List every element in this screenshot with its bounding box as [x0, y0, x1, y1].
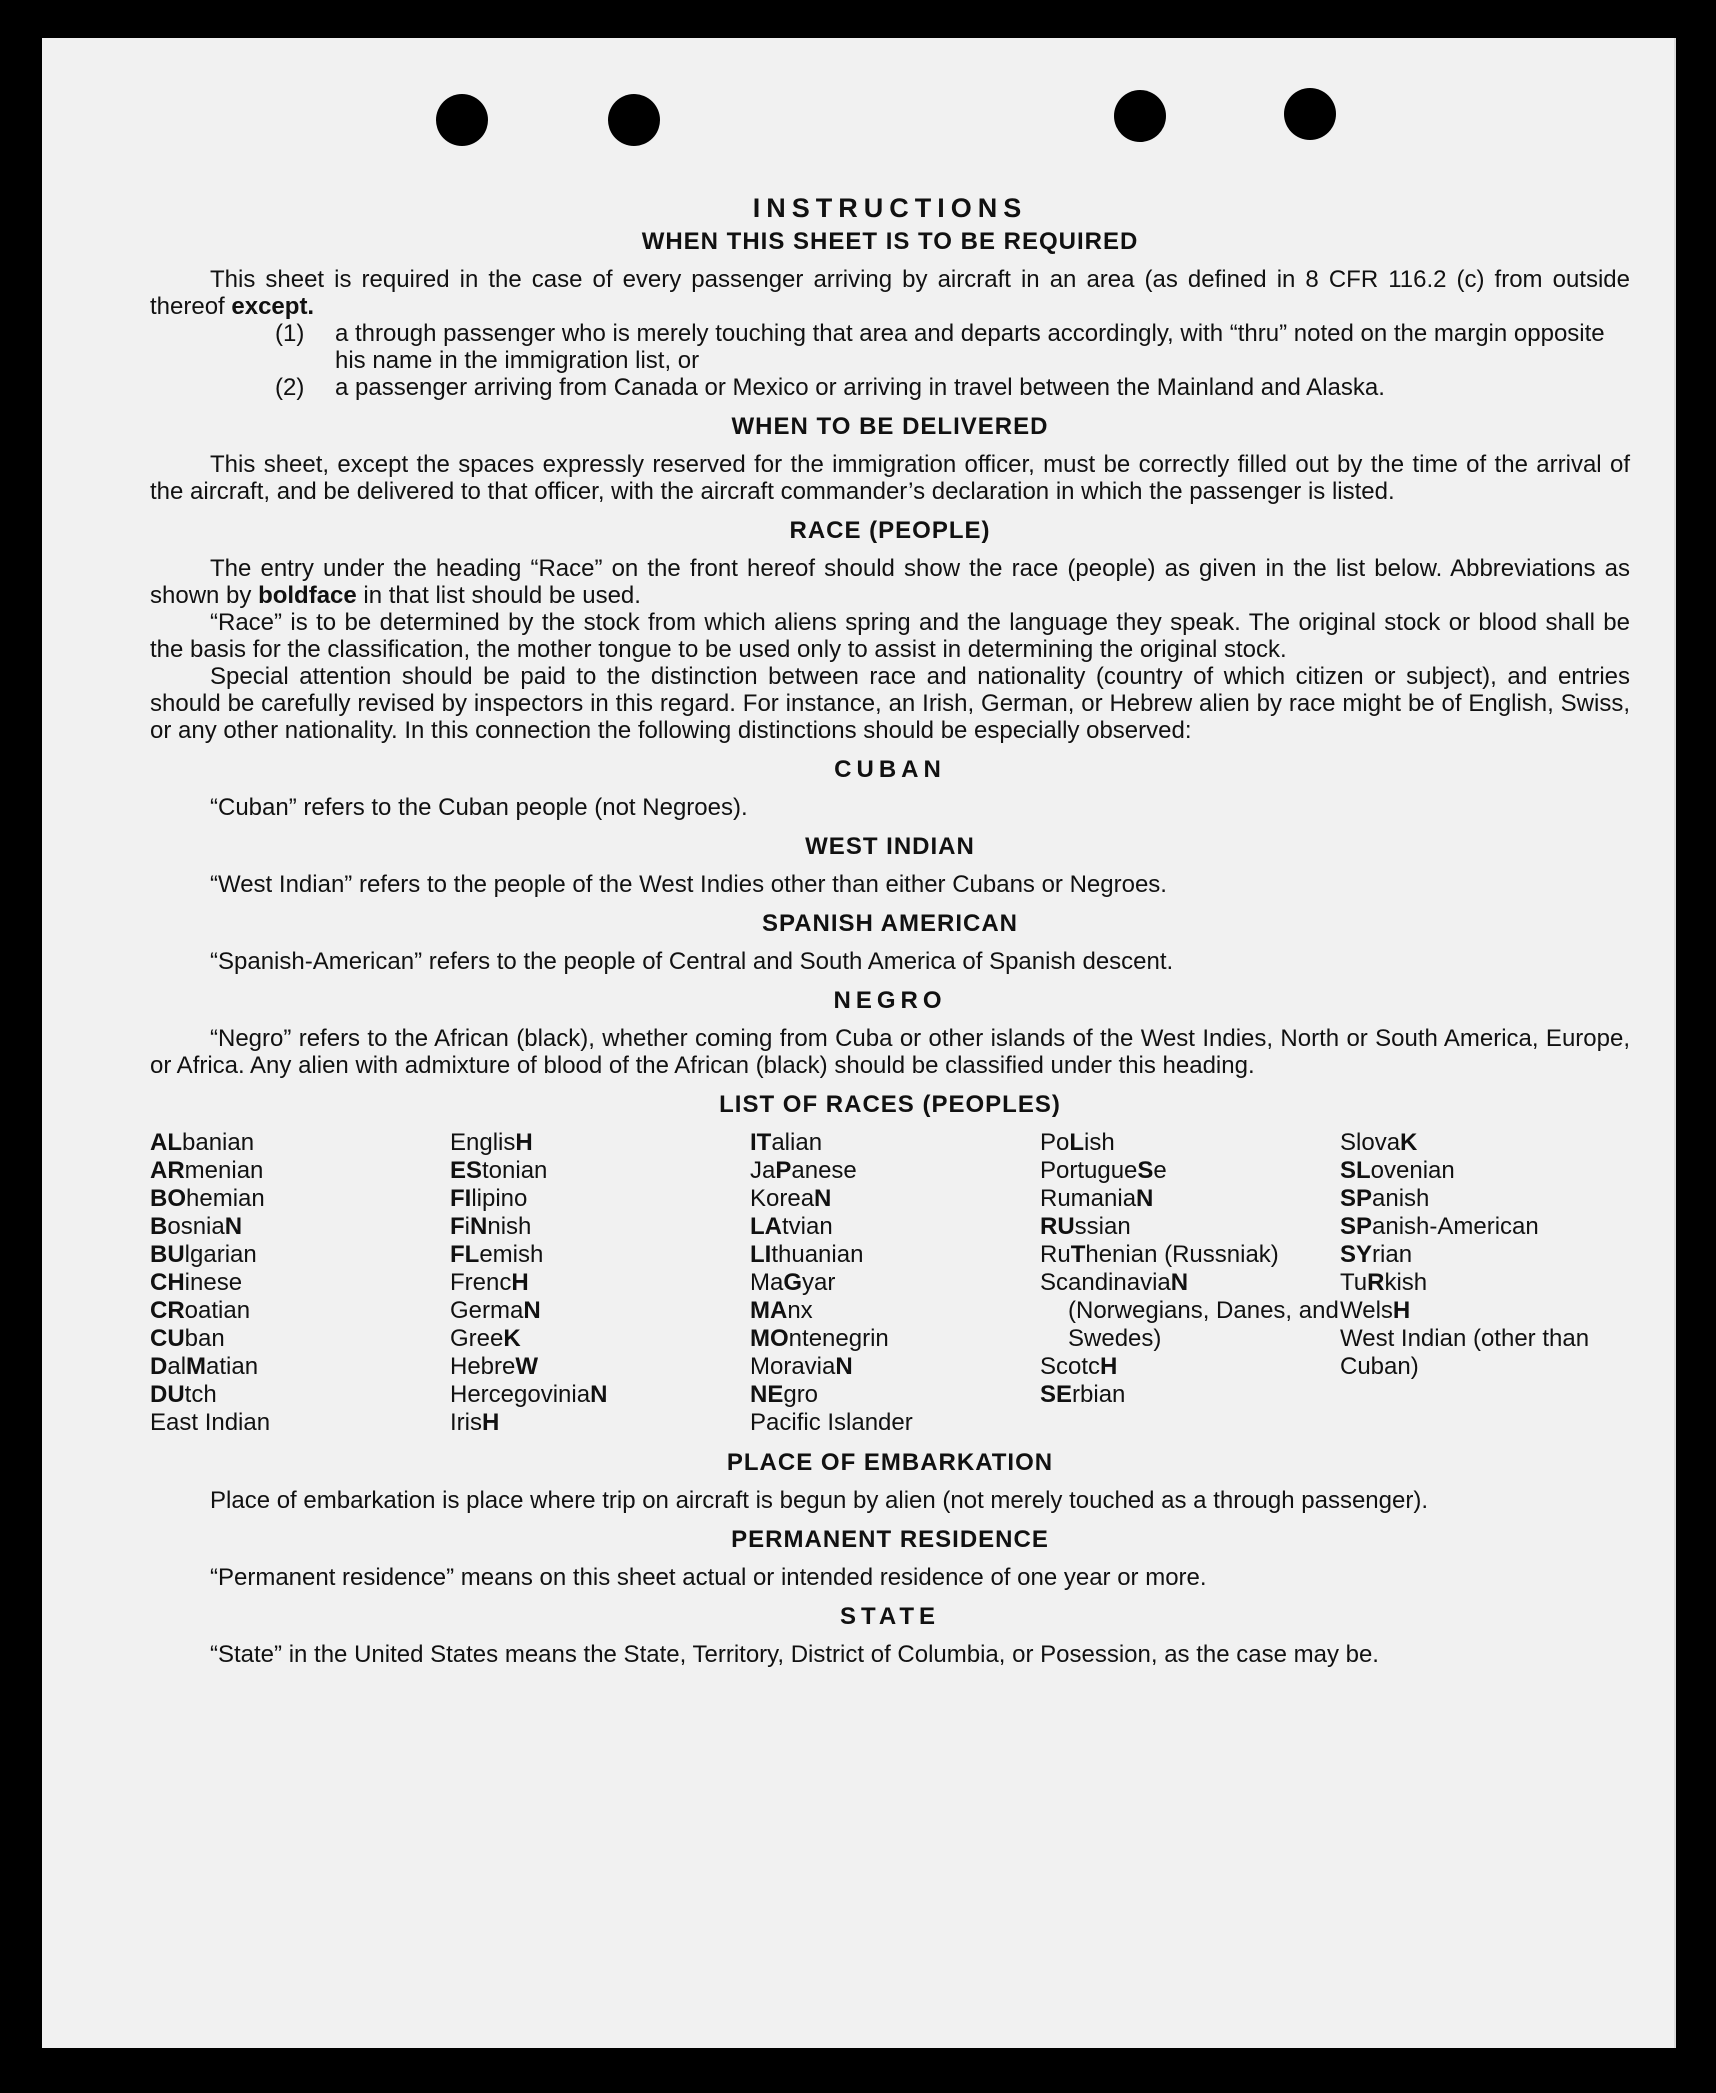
state-text: “State” in the United States means the State, Territory, District of Columbia, or Posession, as the case may be. — [210, 1641, 1379, 1668]
list-item — [150, 374, 1630, 401]
race-abbrev: BU — [150, 1241, 185, 1268]
race-abbrev: MA — [750, 1297, 788, 1324]
required-intro — [150, 266, 1630, 320]
race-entry — [1340, 1297, 1590, 1325]
required-intro-except: except. — [231, 293, 315, 320]
race-name-part: Germa — [450, 1297, 524, 1324]
spanish-american-text: “Spanish-American” refers to the people of Central and South America of Spanish descent. — [210, 948, 1174, 975]
race-entry — [1040, 1353, 1340, 1381]
race-abbrev: ES — [450, 1157, 483, 1184]
race-abbrev: N — [224, 1213, 243, 1240]
race-entry — [750, 1409, 1040, 1437]
race-entry — [150, 1297, 450, 1325]
race-entry — [450, 1297, 750, 1325]
race-entry — [150, 1129, 450, 1157]
race-name-part: Gree — [450, 1325, 504, 1352]
race-name-part: Portugue — [1040, 1157, 1138, 1184]
race-p1-boldface: boldface — [258, 582, 357, 609]
heading-when-delivered: WHEN TO BE DELIVERED — [731, 413, 1049, 440]
race-name-part: Moravia — [750, 1353, 836, 1380]
race-entry — [150, 1157, 450, 1185]
race-name-part: emish — [479, 1241, 544, 1268]
race-abbrev: FL — [450, 1241, 480, 1268]
page-title: INSTRUCTIONS — [752, 193, 1028, 223]
race-name-part: rbian — [1072, 1381, 1126, 1408]
race-abbrev: H — [515, 1129, 533, 1156]
race-p1-end: in that list should be used. — [356, 582, 641, 609]
race-entry — [150, 1213, 450, 1241]
race-entry — [150, 1241, 450, 1269]
race-name-part: Pacific Islander — [750, 1409, 913, 1436]
race-abbrev: RU — [1040, 1213, 1075, 1240]
cuban-text: “Cuban” refers to the Cuban people (not Negroes). — [210, 794, 748, 821]
race-abbrev: F — [450, 1213, 465, 1240]
race-entry — [150, 1353, 450, 1381]
race-entry — [1040, 1185, 1340, 1213]
race-name-part: thuanian — [771, 1241, 864, 1268]
race-entry — [750, 1185, 1040, 1213]
race-name-part: hemian — [186, 1185, 265, 1212]
race-entry — [1040, 1129, 1340, 1157]
heading-race: RACE (PEOPLE) — [789, 517, 991, 544]
race-entry — [750, 1325, 1040, 1353]
race-entry — [1040, 1381, 1340, 1409]
race-abbrev: T — [1070, 1241, 1086, 1268]
race-abbrev: IT — [750, 1129, 772, 1156]
race-entry — [750, 1297, 1040, 1325]
race-name-part: Wels — [1340, 1297, 1393, 1324]
punch-hole — [1284, 88, 1336, 140]
races-table — [150, 1129, 1630, 1437]
race-abbrev: N — [470, 1213, 488, 1240]
race-name-part: anish — [1372, 1185, 1430, 1212]
races-column — [1340, 1129, 1590, 1437]
race-abbrev: SP — [1340, 1185, 1373, 1212]
race-abbrev: S — [1137, 1157, 1154, 1184]
races-column — [150, 1129, 450, 1437]
race-name-part: Po — [1040, 1129, 1070, 1156]
races-column — [750, 1129, 1040, 1437]
race-abbrev: N — [523, 1297, 541, 1324]
race-entry — [1340, 1157, 1590, 1185]
race-entry — [1040, 1157, 1340, 1185]
race-abbrev: SP — [1340, 1213, 1373, 1240]
race-name-part: ish — [1084, 1129, 1115, 1156]
race-abbrev: H — [511, 1269, 529, 1296]
race-name-part: lipino — [471, 1185, 528, 1212]
heading-cuban: CUBAN — [834, 756, 946, 783]
race-abbrev: H — [482, 1409, 500, 1436]
race-name-part: inese — [184, 1269, 243, 1296]
heading-negro: NEGRO — [833, 987, 947, 1014]
race-abbrev: K — [1400, 1129, 1418, 1156]
race-name-part: alian — [771, 1129, 823, 1156]
race-abbrev: K — [503, 1325, 521, 1352]
race-entry — [1340, 1241, 1590, 1269]
race-name-part: Ru — [1040, 1241, 1071, 1268]
race-name-part: Ma — [750, 1269, 784, 1296]
race-entry — [450, 1409, 750, 1437]
race-abbrev: DU — [150, 1381, 185, 1408]
race-entry — [150, 1409, 450, 1437]
race-abbrev: N — [814, 1185, 832, 1212]
race-abbrev: NE — [750, 1381, 784, 1408]
race-name-part: Scotc — [1040, 1353, 1101, 1380]
race-entry — [450, 1185, 750, 1213]
punch-hole — [1114, 90, 1166, 142]
race-entry — [150, 1269, 450, 1297]
race-abbrev: FI — [450, 1185, 472, 1212]
race-abbrev: BO — [150, 1185, 186, 1212]
embarkation-text: Place of embarkation is place where trip on aircraft is begun by alien (not merely touched as a through passenger). — [210, 1487, 1428, 1514]
item-text: a through passenger who is merely touching that area and departs accordingly, with “thru” noted on the margin opposite his name in the immigration list, or — [335, 320, 1605, 374]
race-entry — [450, 1129, 750, 1157]
document-page — [42, 38, 1676, 2048]
delivered-text: This sheet, except the spaces expressly reserved for the immigration officer, must be correctly filled out by the time of the arrival of the aircraft, and be delivered to that officer, with the aircraft commander’s declaration in which the passenger is listed. — [150, 451, 1630, 505]
race-entry — [750, 1269, 1040, 1297]
race-abbrev: AL — [150, 1129, 182, 1156]
race-entry — [750, 1353, 1040, 1381]
race-entry — [1340, 1129, 1590, 1157]
races-column — [450, 1129, 750, 1437]
race-name-part: anese — [791, 1157, 857, 1184]
race-abbrev: LA — [750, 1213, 782, 1240]
race-abbrev: N — [1136, 1185, 1154, 1212]
race-abbrev: N — [1170, 1269, 1189, 1296]
race-entry — [1040, 1213, 1340, 1241]
race-name-part: i — [464, 1213, 471, 1240]
race-abbrev: N — [590, 1381, 608, 1408]
race-abbrev: B — [150, 1213, 168, 1240]
race-entry — [750, 1157, 1040, 1185]
heading-west-indian: WEST INDIAN — [805, 833, 975, 860]
residence-text: “Permanent residence” means on this sheet actual or intended residence of one year or more. — [210, 1564, 1207, 1591]
race-entry — [150, 1325, 450, 1353]
heading-spanish-american: SPANISH AMERICAN — [761, 910, 1018, 937]
race-name-part: Rumania — [1040, 1185, 1137, 1212]
heading-state: STATE — [839, 1603, 941, 1630]
race-entry — [1340, 1213, 1590, 1241]
race-abbrev: H — [1100, 1353, 1118, 1380]
race-name-part: Iris — [450, 1409, 482, 1436]
race-entry — [450, 1157, 750, 1185]
race-abbrev: M — [186, 1353, 207, 1380]
race-entry — [1340, 1325, 1590, 1381]
race-name-part: atian — [206, 1353, 259, 1380]
race-entry — [1340, 1185, 1590, 1213]
race-name-part: nish — [487, 1213, 532, 1240]
race-name-part: nx — [787, 1297, 813, 1324]
race-abbrev: AR — [150, 1157, 185, 1184]
race-abbrev: P — [775, 1157, 792, 1184]
race-name-part: Tu — [1340, 1269, 1368, 1296]
race-entry — [1340, 1269, 1590, 1297]
race-abbrev: MO — [750, 1325, 789, 1352]
race-name-part: Korea — [750, 1185, 815, 1212]
race-abbrev: CU — [150, 1325, 185, 1352]
race-entry — [1040, 1269, 1340, 1297]
races-column — [1040, 1129, 1340, 1437]
race-name-part: rian — [1372, 1241, 1413, 1268]
race-name-part: yar — [802, 1269, 836, 1296]
race-abbrev: SL — [1340, 1157, 1371, 1184]
race-entry — [750, 1129, 1040, 1157]
race-entry — [450, 1213, 750, 1241]
race-paragraph-3: Special attention should be paid to the distinction between race and nationality (country of which citizen or subject), and entries should be carefully revised by inspectors in this regard. For instance, an Irish, German, or Hebrew alien by race might be of English, Swiss, or any other nationality. In this connection the following distinctions should be especially observed: — [150, 663, 1630, 744]
race-abbrev: D — [150, 1353, 168, 1380]
race-abbrev: H — [1392, 1297, 1411, 1324]
race-name-part: anish-American — [1372, 1213, 1539, 1240]
race-name-part: (Norwegians, Danes, and Swedes) — [1068, 1297, 1339, 1352]
race-name-part: ban — [184, 1325, 225, 1352]
race-name-part: tch — [184, 1381, 217, 1408]
race-entry — [450, 1325, 750, 1353]
exception-list — [150, 320, 1630, 401]
race-entry — [450, 1269, 750, 1297]
item-text: a passenger arriving from Canada or Mexico or arriving in travel between the Mainland and Alaska. — [335, 374, 1385, 401]
race-name-part: banian — [182, 1129, 255, 1156]
race-entry — [450, 1381, 750, 1409]
heading-permanent-residence: PERMANENT RESIDENCE — [731, 1526, 1049, 1553]
punch-hole — [608, 94, 660, 146]
race-name-part: Hebre — [450, 1353, 516, 1380]
race-name-part: Scandinavia — [1040, 1269, 1171, 1296]
race-abbrev: N — [835, 1353, 853, 1380]
required-intro-text: This sheet is required in the case of every passenger arriving by aircraft in an area (as defined in 8 CFR 116.2 (c) from outside thereof — [150, 266, 1630, 320]
race-entry — [1040, 1241, 1340, 1269]
race-abbrev: SE — [1040, 1381, 1073, 1408]
race-abbrev: CR — [150, 1297, 185, 1324]
race-name-part: Hercegovinia — [450, 1381, 591, 1408]
item-number: (2) — [275, 374, 305, 401]
race-name-part: tonian — [482, 1157, 548, 1184]
race-name-part: West Indian (other than Cuban) — [1340, 1325, 1590, 1380]
race-abbrev: L — [1069, 1129, 1085, 1156]
race-entry — [150, 1185, 450, 1213]
race-entry — [750, 1381, 1040, 1409]
race-name-part: Slova — [1340, 1129, 1401, 1156]
race-name-part: ssian — [1074, 1213, 1131, 1240]
heading-embarkation: PLACE OF EMBARKATION — [726, 1449, 1054, 1476]
race-entry — [150, 1381, 450, 1409]
negro-text: “Negro” refers to the African (black), whether coming from Cuba or other islands of the West Indies, North or South America, Europe, or Africa. Any alien with admixture of blood of the African (black) should be classified under this heading. — [150, 1025, 1630, 1079]
race-name-part: ntenegrin — [788, 1325, 889, 1352]
race-entry — [450, 1241, 750, 1269]
race-abbrev: SY — [1340, 1241, 1373, 1268]
race-name-part: osnia — [167, 1213, 225, 1240]
race-entry — [1040, 1297, 1340, 1353]
instructions-body — [150, 193, 1630, 1668]
race-entry — [450, 1353, 750, 1381]
race-name-part: ovenian — [1370, 1157, 1455, 1184]
race-name-part: Ja — [750, 1157, 776, 1184]
race-name-part: Englis — [450, 1129, 516, 1156]
list-item — [150, 320, 1630, 374]
race-p1-text: The entry under the heading “Race” on the front hereof should show the race (people) as given in the list below. Abbreviations as shown by — [150, 555, 1630, 609]
race-name-part: lgarian — [184, 1241, 257, 1268]
race-name-part: oatian — [184, 1297, 251, 1324]
race-name-part: East Indian — [150, 1409, 271, 1436]
race-entry — [750, 1213, 1040, 1241]
race-abbrev: CH — [150, 1269, 185, 1296]
race-name-part: gro — [783, 1381, 819, 1408]
race-name-part: Frenc — [450, 1269, 512, 1296]
heading-when-required: WHEN THIS SHEET IS TO BE REQUIRED — [641, 228, 1139, 255]
race-paragraph-1 — [150, 555, 1630, 609]
race-name-part: henian (Russniak) — [1085, 1241, 1279, 1268]
race-abbrev: G — [783, 1269, 803, 1296]
west-indian-text: “West Indian” refers to the people of the West Indies other than either Cubans or Negroes. — [210, 871, 1167, 898]
race-abbrev: W — [515, 1353, 539, 1380]
race-name-part: al — [167, 1353, 187, 1380]
race-abbrev: LI — [750, 1241, 772, 1268]
race-entry — [750, 1241, 1040, 1269]
race-name-part: menian — [184, 1157, 264, 1184]
item-number: (1) — [275, 320, 305, 347]
race-name-part: tvian — [782, 1213, 833, 1240]
race-abbrev: R — [1367, 1269, 1385, 1296]
race-name-part: e — [1153, 1157, 1167, 1184]
race-name-part: kish — [1384, 1269, 1428, 1296]
race-paragraph-2: “Race” is to be determined by the stock from which aliens spring and the language they speak. The original stock or blood shall be the basis for the classification, the mother tongue to be used only to assist in determining the original stock. — [150, 609, 1630, 663]
punch-hole — [436, 94, 488, 146]
heading-list-of-races: LIST OF RACES (PEOPLES) — [719, 1091, 1061, 1118]
